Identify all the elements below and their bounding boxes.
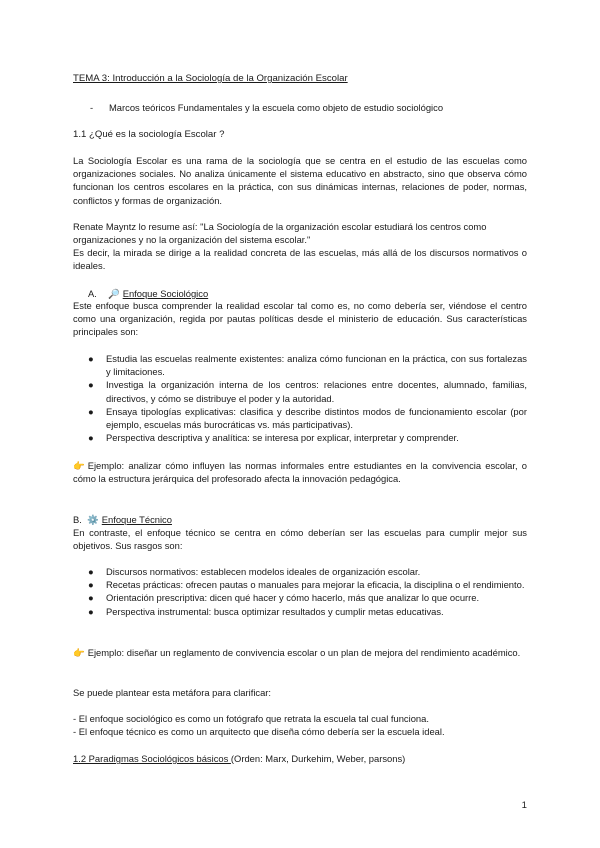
subsection-heading-b — [73, 513, 527, 526]
bullet-icon: ● — [88, 353, 94, 364]
list-item: ● Discursos normativos: establecen modelos ideales de organización escolar. — [88, 566, 421, 577]
bullet-icon: ● — [88, 405, 94, 417]
bullet-icon: ● — [88, 432, 94, 444]
list-item: ● Orientación prescriptiva: dicen qué hacer y cómo hacerlo, más que analizar lo que ocurre. — [88, 592, 480, 604]
bullet-icon: ● — [88, 566, 94, 577]
example-b: 👉 Ejemplo: diseñar un reglamento de convivencia escolar o un plan de mejora del rendimiento académico. — [73, 647, 521, 658]
bullet-icon: ● — [88, 605, 94, 617]
paragraph-mayntz-quote: Renate Mayntz lo resume así: "La Sociología de la organización escolar estudiará los centros como organizaciones y no la organización del sistema escolar." — [73, 221, 487, 246]
section-letter: B. — [73, 514, 82, 525]
gear-icon: ⚙️ — [87, 514, 99, 525]
bullet-list-a — [88, 352, 527, 444]
section-letter: A. — [88, 288, 97, 299]
page-number: 1 — [521, 800, 527, 811]
list-item: ● Perspectiva instrumental: busca optimizar resultados y cumplir metas educativas. — [88, 605, 444, 617]
magnifier-icon: 🔎 — [108, 288, 120, 299]
list-item: ● Estudia las escuelas realmente existentes: analiza cómo funcionan en la práctica, con sus fortalezas y limitaciones. — [88, 353, 527, 378]
bullet-list-b — [88, 565, 527, 618]
metaphor-intro: Se puede plantear esta metáfora para clarificar: — [73, 687, 272, 698]
metaphor-line-1: - El enfoque sociológico es como un fotógrafo que retrata la escuela tal cual funciona. — [73, 713, 429, 724]
dash-item-text: Marcos teóricos Fundamentales y la escuela como objeto de estudio sociológico — [109, 102, 444, 113]
list-item: ● Recetas prácticas: ofrecen pautas o manuales para mejorar la eficacia, la disciplina o el rendimiento. — [88, 579, 525, 591]
paragraph-definition: La Sociología Escolar es una rama de la sociología que se centra en el estudio de las escuelas como organizaciones sociales. No analiza únicamente el sistema educativo en abstracto, sino que observa cómo funcionan los centros escolares en la práctica, con sus dinámicas internas, relaciones de poder, normas, conflictos y formas de organización. — [73, 155, 527, 206]
pointing-hand-icon: 👉 — [73, 647, 85, 658]
paragraph-es-decir: Es decir, la mirada se dirige a la realidad concreta de las escuelas, más allá de los discursos normativos o ideales. — [73, 247, 527, 272]
bullet-icon: ● — [88, 379, 94, 391]
list-item: ● Ensaya tipologías explicativas: clasifica y describe distintos modos de funcionamiento escolar (por ejemplo, escuelas más burocráticas vs. más participativas). — [88, 405, 527, 431]
section-heading-1-1: 1.1 ¿Qué es la sociología Escolar ? — [73, 129, 225, 140]
list-item: ● Perspectiva descriptiva y analítica: se interesa por explicar, interpretar y comprender. — [88, 432, 459, 444]
bullet-icon: ● — [88, 592, 94, 604]
page-title: TEMA 3: Introducción a la Sociología de la Organización Escolar — [73, 73, 348, 84]
paragraph-enfoque-sociologico: Este enfoque busca comprender la realidad escolar tal como es, no como debería ser, viéndose el centro como una organización, regida por pautas políticas desde el ministerio de educación. Sus características principales son: — [73, 300, 527, 338]
pointing-hand-icon: 👉 — [73, 460, 85, 471]
bullet-icon: ● — [88, 579, 94, 591]
metaphor-line-2: - El enfoque técnico es como un arquitecto que diseña cómo debería ser la escuela ideal. — [73, 726, 445, 737]
subsection-title: Enfoque Sociológico — [122, 288, 209, 299]
section-heading-1-2: 1.2 Paradigmas Sociológicos básicos (Orden: Marx, Durkehim, Weber, parsons) — [73, 753, 406, 764]
example-a: 👉 Ejemplo: analizar cómo influyen las normas informales entre estudiantes en la convivencia escolar, o cómo la estructura jerárquica del profesorado afecta la innovación pedagógica. — [73, 460, 527, 485]
paragraph-enfoque-tecnico: En contraste, el enfoque técnico se centra en cómo deberían ser las escuelas para cumplir mejor sus objetivos. Sus rasgos son: — [73, 527, 527, 552]
subsection-title: Enfoque Técnico — [101, 514, 172, 525]
dash-list-item: - Marcos teóricos Fundamentales y la escuela como objeto de estudio sociológico — [90, 102, 444, 113]
list-item: ● Investiga la organización interna de los centros: relaciones entre docentes, alumnado, familias, directivos, y cómo se distribuye el poder y la autoridad. — [88, 379, 527, 404]
